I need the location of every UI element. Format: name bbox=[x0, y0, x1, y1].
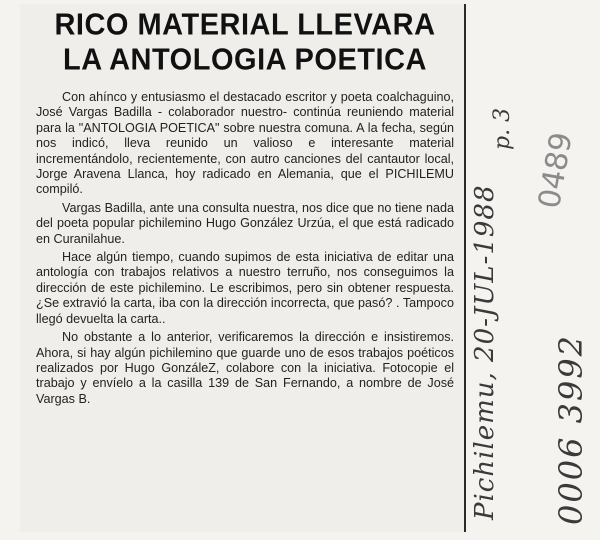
headline-line-2: LA ANTOLOGIA POETICA bbox=[63, 43, 427, 77]
headline-line-1: RICO MATERIAL LLEVARA bbox=[54, 8, 436, 42]
stamped-number-top: 0489 bbox=[532, 129, 580, 212]
headline bbox=[36, 8, 454, 77]
article-body bbox=[36, 90, 454, 407]
paragraph-4: No obstante a lo anterior, verificaremos la dirección e insistiremos. Ahora, si hay algún pichilemino que guarde uno de esos trabajos poéticos realizados por Hugo GonzáleZ, colabore con la iniciativa. Fotocopie el trabajo y envíelo a la casilla 139 de San Fernando, a nombre de José Vargas B. bbox=[36, 330, 454, 406]
paragraph-1: Con ahínco y entusiasmo el destacado escritor y poeta coalchaguino, José Vargas Badilla - colaborador nuestro- continúa reuniendo material para la "ANTOLOGIA POETICA" sobre nuestra comuna. A la fecha, según nos indicó, lleva reunido un valioso e interesante material incrementándolo, recientemente, con autro canciones del cantautor local, Jorge Aravena Llanca, hoy radicado en Alemania, que el PICHILEMU compiló. bbox=[36, 90, 454, 197]
handwritten-number-bottom: 0006 3992 bbox=[552, 333, 590, 525]
handwritten-page-number: p. 3 bbox=[490, 107, 515, 150]
paragraph-3: Hace algún tiempo, cuando supimos de esta iniciativa de editar una antología con trabajos relativos a nuestro terruño, nos conseguimos la dirección de este pichilemino. Le escribimos, pero sin obtener respuesta. ¿Se extravió la carta, iba con la dirección incorrecta, que pasó? . Tampoco llegó devuelta la carta.. bbox=[36, 250, 454, 326]
newspaper-clipping bbox=[20, 4, 466, 532]
paragraph-2: Vargas Badilla, ante una consulta nuestra, nos dice que no tiene nada del poeta popular pichilemino Hugo González Urzúa, el que está radicado en Curanilahue. bbox=[36, 200, 454, 246]
handwritten-source-date: Pichilemu, 20-JUL-1988 bbox=[470, 184, 500, 520]
